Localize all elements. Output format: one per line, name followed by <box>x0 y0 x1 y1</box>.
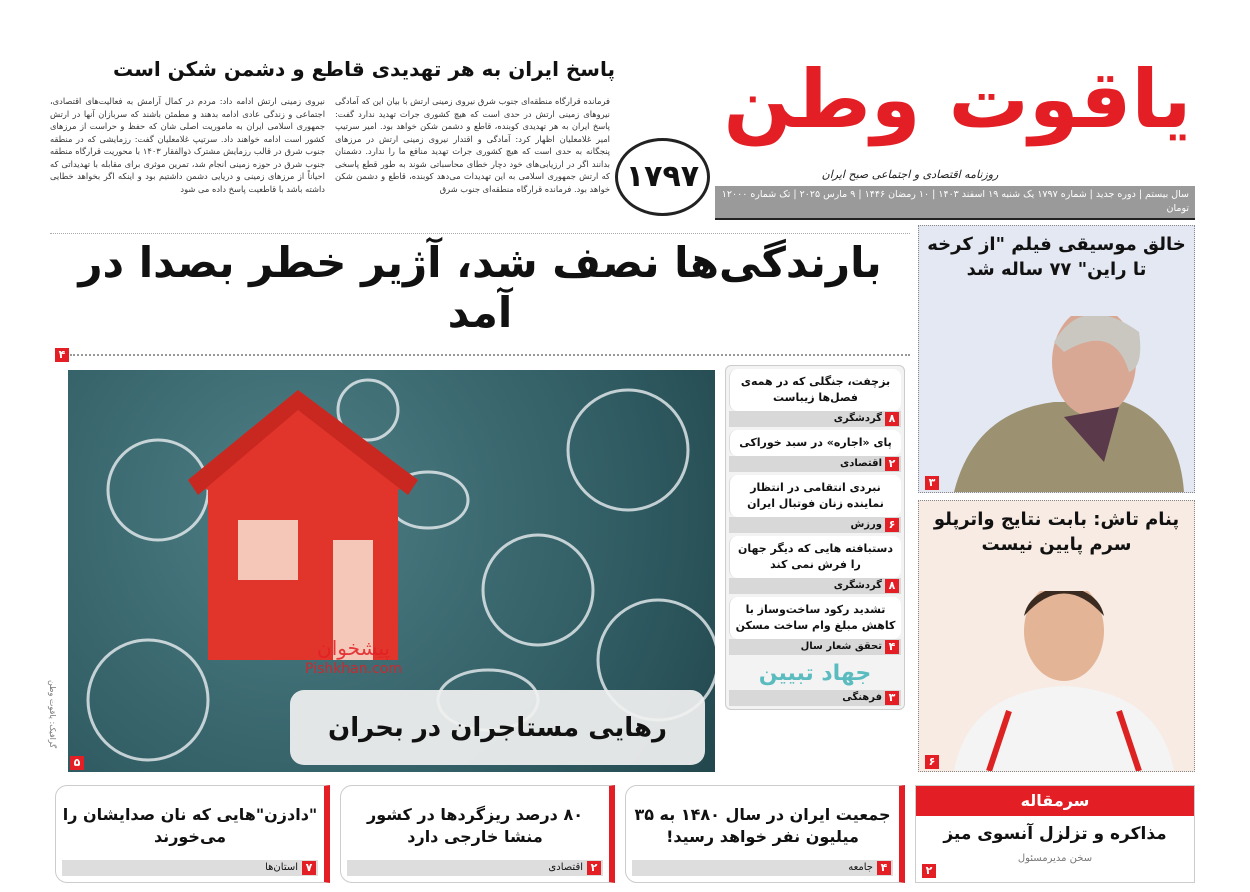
issue-info-bar: سال بیستم | دوره جدید | شماره ۱۷۹۷ یک شنبه ۱۹ اسفند ۱۴۰۳ | ۱۰ رمضان ۱۴۴۶ | ۹ مارس ۲۰۲۵ | تک شماره ۱۲۰۰۰ تومان <box>715 186 1195 220</box>
brief-item[interactable] <box>729 369 901 427</box>
brief-item[interactable] <box>729 475 901 533</box>
editorial-headline[interactable]: مذاکره و تزلزل آنسوی میز <box>943 824 1167 844</box>
brief-category: فرهنگی <box>842 692 882 703</box>
page-number-badge: ۴ <box>885 640 899 654</box>
page-number-badge: ۶ <box>925 755 939 769</box>
masthead-tagline: روزنامه اقتصادی و اجتماعی صبح ایران <box>821 168 999 181</box>
masthead-logo: یاقوت وطن <box>723 53 1192 146</box>
brief-category: گردشگری <box>833 413 882 424</box>
divider <box>70 354 910 356</box>
brief-category: تحقق شعار سال <box>800 641 882 652</box>
feature-box-composer[interactable] <box>918 225 1195 493</box>
bottom-story-category: اقتصادی <box>548 862 583 873</box>
page-number-badge: ۳ <box>925 476 939 490</box>
page-number-badge: ۳ <box>885 691 899 705</box>
news-briefs-column <box>725 365 905 710</box>
page-number-badge: ۲ <box>922 864 936 878</box>
brief-title[interactable]: پای «اجاره» در سبد خوراکی <box>729 430 901 456</box>
page-number-badge: ۲ <box>587 861 601 875</box>
photo-credit: گرافیک: یاقوت وطن <box>48 680 57 749</box>
bottom-story[interactable] <box>625 785 905 883</box>
page-number-badge: ۲ <box>885 457 899 471</box>
brief-item[interactable] <box>729 536 901 594</box>
brief-title[interactable]: دستبافته هایی که دیگر جهان را فرش نمی کند <box>729 536 901 578</box>
brief-title[interactable]: تشدید رکود ساخت‌وساز با کاهش مبلغ وام ساخت مسکن <box>729 597 901 639</box>
watermark-text: پیشخوان <box>317 636 390 660</box>
bottom-story-category: جامعه <box>848 862 873 873</box>
bottom-story-headline[interactable]: "دادزن"هایی که نان صدایشان را می‌خورند <box>62 805 318 846</box>
editorial-byline: سخن مدیرمسئول <box>1017 853 1093 864</box>
page-number-badge: ۵ <box>70 756 84 770</box>
top-story-column-left: نیروی زمینی ارتش ادامه داد: مردم در کمال آرامش به فعالیت‌های اقتصادی، اجتماعی و زندگی عادی ادامه بدهند و مطمئن باشند که سربازان آنها در ارتش جمهوری اسلامی ایران به ماموریت اصلی شان که حفظ و حراست از مرزهای کشور است ادامه خواهند داد. سرتیپ غلامعلیان گفت: رزمایشی که در منطقه جنوب شرق در قالب رزمایش مشترک ذوالفقار ۱۴۰۳ با محوریت قرارگاه منطقه جنوب شرق در حوزه زمینی انجام شد، تمرین موثری برای مقابله با تهدیداتی که احیاناً از مرزهای زمینی و دریایی دشمن داشتیم بود و اینکه اگر بخواهد خطایی داشته باشد با قاطعیت پاسخ داده می شود <box>50 96 326 194</box>
portrait-photo-coach <box>949 591 1179 771</box>
page-number-badge: ۷ <box>302 861 316 875</box>
page-number-badge: ۸ <box>885 412 899 426</box>
page-number-badge: ۶ <box>885 518 899 532</box>
brief-title[interactable]: بزچفت، جنگلی که در همه‌ی فصل‌ها زیباست <box>729 369 901 411</box>
page-number-badge: ۴ <box>877 861 891 875</box>
brief-item[interactable] <box>729 430 901 472</box>
photo-caption[interactable]: رهایی مستاجران در بحران <box>290 690 705 765</box>
top-story-column-right: فرمانده قرارگاه منطقه‌ای جنوب شرق نیروی زمینی ارتش با بیان این که آمادگی نیروهای زمینی ارتش در حدی است که هیچ کشوری جرات تهدید ندارد گفت: پاسخ ایران به هر تهدیدی کوبنده، قاطع و دشمن شکن خواهد بود. امیر سرتیپ امیر غلامعلیان اظهار کرد: آمادگی و اقتدار نیروی زمینی ارتش در مرزهای پنجگانه به حدی است که هیچ کشوری جرات تهدید منافع ما را ندارد. دشمنان بدانند اگر در ارزیابی‌های خود دچار خطای محاسباتی شوند به طور قطع پاسخی که ارتش جمهوری اسلامی به این تهدیدات می‌دهد کوبنده، قاطع و دشمن شکن خواهد بود. فرمانده قرارگاه منطقه‌ای جنوب شرق <box>335 96 610 194</box>
brief-category: اقتصادی <box>840 458 882 469</box>
page-number-badge: ۸ <box>885 579 899 593</box>
issue-number-badge: ۱۷۹۷ <box>615 138 710 216</box>
feature-box-waterpolo[interactable] <box>918 500 1195 772</box>
bottom-story[interactable] <box>55 785 330 883</box>
bottom-story-headline[interactable]: ۸۰ درصد ریزگردها در کشور منشا خارجی دارد <box>367 805 583 846</box>
main-headline[interactable]: بارندگی‌ها نصف شد، آژیر خطر بصدا در آمد <box>78 238 882 337</box>
top-story-headline[interactable]: پاسخ ایران به هر تهدیدی قاطع و دشمن شکن است <box>113 57 615 81</box>
brief-category: ورزش <box>850 519 882 530</box>
bottom-story-headline[interactable]: جمعیت ایران در سال ۱۴۸۰ به ۳۵ میلیون نفر خواهد رسید! <box>634 805 891 846</box>
slogan-logo[interactable]: جهاد تبیین <box>758 661 872 686</box>
portrait-photo-composer <box>944 316 1184 492</box>
feature-headline[interactable]: خالق موسیقی فیلم "از کرخه تا راین" ۷۷ ساله شد <box>927 234 1186 280</box>
brief-item[interactable] <box>729 597 901 655</box>
editorial-box[interactable] <box>915 785 1195 883</box>
bottom-story-category: استان‌ها <box>265 862 298 873</box>
watermark-url: Pishkhan.com <box>305 661 402 677</box>
feature-headline[interactable]: پنام تاش: بابت نتایج واترپلو سرم پایین نیست <box>933 509 1180 555</box>
brief-title[interactable]: نبردی انتقامی در انتظار نماینده زنان فوتبال ایران <box>729 475 901 517</box>
editorial-label: سرمقاله <box>916 786 1194 816</box>
brief-category: گردشگری <box>833 580 882 591</box>
bottom-story[interactable] <box>340 785 615 883</box>
page-number-badge: ۴ <box>55 348 69 362</box>
divider <box>50 233 910 234</box>
watermark <box>305 636 402 678</box>
